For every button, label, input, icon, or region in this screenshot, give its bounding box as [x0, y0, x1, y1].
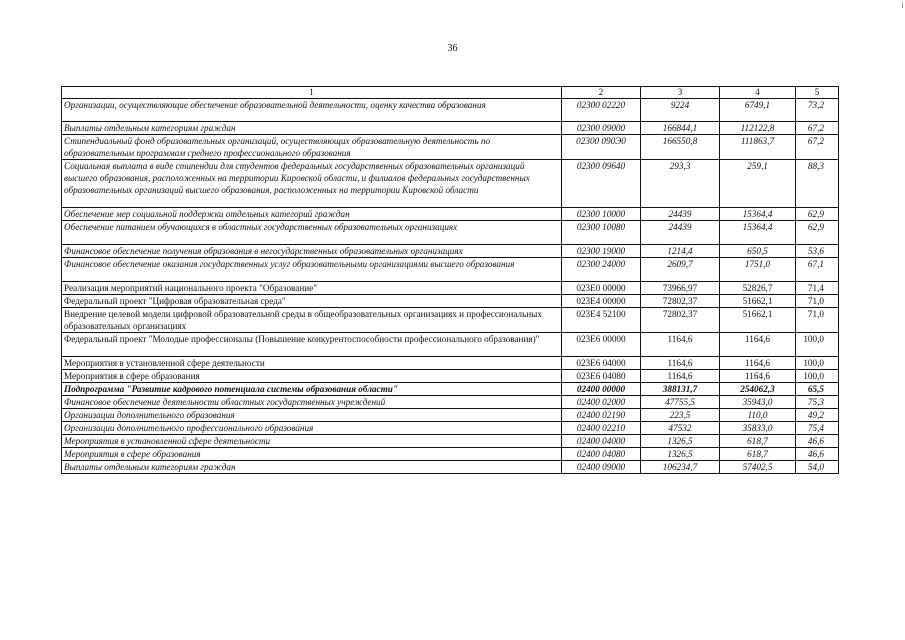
table-row	[62, 435, 839, 448]
table-row	[62, 383, 839, 396]
row-name-cell: Мероприятия в установленной сфере деятельности	[62, 435, 562, 448]
row-code-cell: 02300 090Э0	[562, 135, 641, 160]
header-col-1: 1	[62, 87, 562, 99]
row-plan-cell: 1164,6	[641, 370, 720, 383]
row-name-cell: Обеспечение мер социальной поддержки отдельных категорий граждан	[62, 208, 562, 221]
table-row	[62, 333, 839, 357]
row-code-cell: 02300 10080	[562, 221, 641, 245]
row-code-cell: 023E6 04080	[562, 370, 641, 383]
row-plan-cell: 73966,97	[641, 282, 720, 295]
row-percent-cell: 49,2	[796, 409, 839, 422]
table-row	[62, 295, 839, 308]
table-row	[62, 208, 839, 221]
row-percent-cell: 73,2	[796, 99, 839, 122]
row-actual-cell: 1164,6	[720, 357, 796, 370]
row-name-cell: Подпрограмма "Развитие кадрового потенциала системы образования области"	[62, 383, 562, 396]
header-col-4: 4	[720, 87, 796, 99]
row-name-cell: Реализация мероприятий национального проекта "Образование"	[62, 282, 562, 295]
table-row	[62, 461, 839, 474]
row-plan-cell: 1326,5	[641, 435, 720, 448]
row-percent-cell: 46,6	[796, 435, 839, 448]
row-code-cell: 02300 09000	[562, 122, 641, 135]
row-code-cell: 02300 19000	[562, 245, 641, 258]
row-plan-cell: 1164,6	[641, 333, 720, 357]
row-code-cell: 023E6 04000	[562, 357, 641, 370]
row-actual-cell: 1751,0	[720, 258, 796, 282]
row-actual-cell: 35833,0	[720, 422, 796, 435]
table-row	[62, 448, 839, 461]
table-row	[62, 370, 839, 383]
row-percent-cell: 46,6	[796, 448, 839, 461]
row-actual-cell: 35943,0	[720, 396, 796, 409]
row-percent-cell: 100,0	[796, 333, 839, 357]
row-percent-cell: 75,3	[796, 396, 839, 409]
table-row	[62, 245, 839, 258]
row-code-cell: 02400 04000	[562, 435, 641, 448]
row-plan-cell: 388131,7	[641, 383, 720, 396]
row-name-cell: Внедрение целевой модели цифровой образовательной среды в общеобразовательных организациях и профессиональных образовательных организациях	[62, 308, 562, 333]
row-name-cell: Финансовое обеспечение получения образования в негосударственных образовательных организациях	[62, 245, 562, 258]
row-percent-cell: 67,1	[796, 258, 839, 282]
row-actual-cell: 111863,7	[720, 135, 796, 160]
row-code-cell: 02300 09640	[562, 160, 641, 208]
row-code-cell: 02300 02220	[562, 99, 641, 122]
row-name-cell: Финансовое обеспечение деятельности областных государственных учреждений	[62, 396, 562, 409]
row-plan-cell: 47755,5	[641, 396, 720, 409]
row-percent-cell: 54,0	[796, 461, 839, 474]
row-plan-cell: 106234,7	[641, 461, 720, 474]
row-name-cell: Социальная выплата в виде стипендии для студентов федеральных государственных образовательных организаций высшего образования, расположенных на территории Кировской области, и филиалов федеральных государственных образовательных организаций высшего образования, расположенных на территории Кировской области	[62, 160, 562, 208]
row-name-cell: Организации дополнительного профессионального образования	[62, 422, 562, 435]
row-code-cell: 02300 10000	[562, 208, 641, 221]
row-actual-cell: 51662,1	[720, 295, 796, 308]
row-actual-cell: 51662,1	[720, 308, 796, 333]
row-plan-cell: 72802,37	[641, 308, 720, 333]
table-row	[62, 396, 839, 409]
header-col-5: 5	[796, 87, 839, 99]
budget-table	[61, 86, 839, 474]
row-actual-cell: 1164,6	[720, 370, 796, 383]
row-code-cell: 023E4 52100	[562, 308, 641, 333]
row-plan-cell: 72802,37	[641, 295, 720, 308]
table-row	[62, 99, 839, 122]
row-plan-cell: 1214,4	[641, 245, 720, 258]
row-percent-cell: 67,2	[796, 122, 839, 135]
row-percent-cell: 67,2	[796, 135, 839, 160]
row-name-cell: Организации дополнительного образования	[62, 409, 562, 422]
row-code-cell: 023E6 00000	[562, 333, 641, 357]
table-row	[62, 160, 839, 208]
row-percent-cell: 71,0	[796, 308, 839, 333]
row-actual-cell: 6749,1	[720, 99, 796, 122]
row-name-cell: Мероприятия в сфере образования	[62, 370, 562, 383]
row-percent-cell: 75,4	[796, 422, 839, 435]
row-name-cell: Выплаты отдельным категориям граждан	[62, 461, 562, 474]
row-percent-cell: 88,3	[796, 160, 839, 208]
row-plan-cell: 293,3	[641, 160, 720, 208]
row-name-cell: Организации, осуществляющие обеспечение образовательной деятельности, оценку качества образования	[62, 99, 562, 122]
row-actual-cell: 1164,6	[720, 333, 796, 357]
row-code-cell: 023E0 00000	[562, 282, 641, 295]
row-name-cell: Стипендиальный фонд образовательных организаций, осуществляющих образовательную деятельность по образовательным программам среднего профессионального образования	[62, 135, 562, 160]
row-actual-cell: 57402,5	[720, 461, 796, 474]
row-actual-cell: 15364,4	[720, 221, 796, 245]
row-plan-cell: 9224	[641, 99, 720, 122]
row-actual-cell: 52826,7	[720, 282, 796, 295]
table-row	[62, 409, 839, 422]
header-col-3: 3	[641, 87, 720, 99]
row-code-cell: 02400 02190	[562, 409, 641, 422]
row-code-cell: 02400 02210	[562, 422, 641, 435]
table-row	[62, 282, 839, 295]
row-plan-cell: 24439	[641, 221, 720, 245]
row-name-cell: Федеральный проект "Цифровая образовательная среда"	[62, 295, 562, 308]
row-percent-cell: 100,0	[796, 357, 839, 370]
row-code-cell: 02300 24000	[562, 258, 641, 282]
row-percent-cell: 53,6	[796, 245, 839, 258]
row-percent-cell: 71,0	[796, 295, 839, 308]
row-percent-cell: 62,9	[796, 208, 839, 221]
row-name-cell: Обеспечение питанием обучающихся в областных государственных образовательных организациях	[62, 221, 562, 245]
row-plan-cell: 1326,5	[641, 448, 720, 461]
row-code-cell: 02400 00000	[562, 383, 641, 396]
row-percent-cell: 100,0	[796, 370, 839, 383]
row-actual-cell: 254062,3	[720, 383, 796, 396]
row-code-cell: 02400 04080	[562, 448, 641, 461]
header-col-2: 2	[562, 87, 641, 99]
row-actual-cell: 15364,4	[720, 208, 796, 221]
row-percent-cell: 71,4	[796, 282, 839, 295]
table-row	[62, 357, 839, 370]
row-actual-cell: 112122,8	[720, 122, 796, 135]
row-actual-cell: 650,5	[720, 245, 796, 258]
row-plan-cell: 166550,8	[641, 135, 720, 160]
row-plan-cell: 166844,1	[641, 122, 720, 135]
row-plan-cell: 24439	[641, 208, 720, 221]
row-actual-cell: 259,1	[720, 160, 796, 208]
table-row	[62, 422, 839, 435]
row-name-cell: Выплаты отдельным категориям граждан	[62, 122, 562, 135]
table-row	[62, 122, 839, 135]
row-percent-cell: 65,5	[796, 383, 839, 396]
row-name-cell: Мероприятия в сфере образования	[62, 448, 562, 461]
row-name-cell: Мероприятия в установленной сфере деятельности	[62, 357, 562, 370]
table-row	[62, 308, 839, 333]
row-code-cell: 02400 02000	[562, 396, 641, 409]
table-row	[62, 221, 839, 245]
page-number: 36	[447, 43, 458, 54]
row-percent-cell: 62,9	[796, 221, 839, 245]
row-plan-cell: 223,5	[641, 409, 720, 422]
header-row	[62, 87, 839, 99]
row-plan-cell: 2609,7	[641, 258, 720, 282]
row-plan-cell: 1164,6	[641, 357, 720, 370]
table-row	[62, 135, 839, 160]
row-code-cell: 02400 09000	[562, 461, 641, 474]
row-actual-cell: 618,7	[720, 448, 796, 461]
row-actual-cell: 618,7	[720, 435, 796, 448]
row-plan-cell: 47532	[641, 422, 720, 435]
row-name-cell: Финансовое обеспечение оказания государственных услуг образовательными организациями высшего образования	[62, 258, 562, 282]
scan-edge-mark	[902, 2, 903, 8]
row-actual-cell: 110,0	[720, 409, 796, 422]
table-row	[62, 258, 839, 282]
row-code-cell: 023E4 00000	[562, 295, 641, 308]
row-name-cell: Федеральный проект "Молодые профессионалы (Повышение конкурентоспособности профессионального образования)"	[62, 333, 562, 357]
